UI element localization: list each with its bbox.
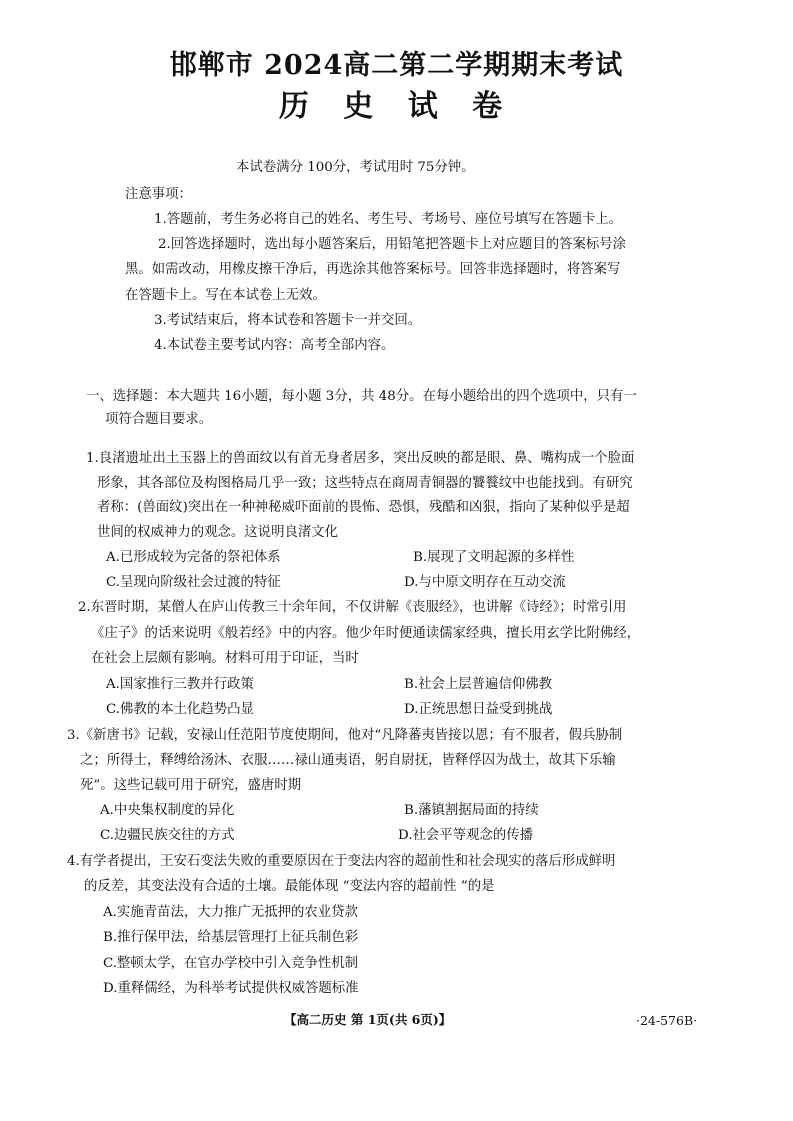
exam-subject: 历 史 试 卷 xyxy=(278,89,515,124)
section-heading: 项符合题目要求。 xyxy=(105,412,213,427)
question-3-option-b: B.藩镇割据局面的持续 xyxy=(404,803,539,818)
question-2-option-a: A.国家推行三教并行政策 xyxy=(106,677,254,692)
question-1-option-d: D.与中原文明存在互动交流 xyxy=(404,575,566,590)
question-3-option-a: A.中央集权制度的异化 xyxy=(100,803,235,818)
question-4-option-c: C.整顿太学，在官办学校中引入竞争性机制 xyxy=(103,956,359,971)
question-1-stem: 1.良渚遗址出土玉器上的兽面纹以有首无身者居多，突出反映的都是眼、鼻、嘴构成一个脸面 xyxy=(86,451,635,466)
page-footer: 【高二历史 第 1页(共 6页)】 xyxy=(284,1012,452,1027)
notice-line: 在答题卡上。写在本试卷上无效。 xyxy=(125,288,326,303)
question-2-stem: 《庄子》的话来说明《般若经》中的内容。他少年时便通读儒家经典，擅长用玄学比附佛经， xyxy=(91,626,641,641)
question-1-stem: 形象，其各部位及构图格局几乎一致；这些特点在商周青铜器的饕餮纹中也能找到。有研究 xyxy=(97,476,633,491)
question-3-option-c: C.边疆民族交往的方式 xyxy=(100,828,235,843)
notice-line: 黑。如需改动，用橡皮擦干净后，再选涂其他答案标号。回答非选择题时，将答案写 xyxy=(125,262,621,277)
question-4-stem: 的反差，其变法没有合适的土壤。最能体现 “变法内容的超前性 ”的是 xyxy=(84,879,495,894)
paper-code: ·24-576B· xyxy=(636,1013,698,1028)
question-4-option-b: B.推行保甲法，给基层管理打上征兵制色彩 xyxy=(103,930,359,945)
notice-line: 3.考试结束后，将本试卷和答题卡一并交回。 xyxy=(154,313,422,328)
question-3-stem: 之；所得士，释缚给汤沐、衣服……禄山通夷语，躬自尉抚，皆释俘囚为战士，故其下乐输 xyxy=(80,753,616,768)
question-3-stem: 死”。这些记载可用于研究，盛唐时期 xyxy=(80,778,302,793)
question-1-option-a: A.已形成较为完备的祭祀体系 xyxy=(106,550,281,565)
question-2-option-d: D.正统思想日益受到挑战 xyxy=(404,702,553,717)
question-1-option-c: C.呈现向阶级社会过渡的特征 xyxy=(106,575,281,590)
question-2-option-c: C.佛教的本土化趋势凸显 xyxy=(106,702,254,717)
question-4-option-a: A.实施青苗法，大力推广无抵押的农业贷款 xyxy=(103,905,358,920)
question-3-option-d: D.社会平等观念的传播 xyxy=(398,828,534,843)
notice-line: 1.答题前，考生务必将自己的姓名、考生号、考场号、座位号填写在答题卡上。 xyxy=(154,212,623,227)
question-1-stem: 世间的权威神力的观念。这说明良渚文化 xyxy=(97,525,339,540)
question-4-option-d: D.重释儒经，为科举考试提供权威答题标准 xyxy=(103,981,359,996)
question-2-stem: 2.东晋时期，某僧人在庐山传教三十余年间，不仅讲解《丧服经》，也讲解《诗经》；时常引用 xyxy=(78,600,627,615)
question-2-option-b: B.社会上层普遍信仰佛教 xyxy=(404,677,553,692)
question-1-option-b: B.展现了文明起源的多样性 xyxy=(413,550,575,565)
question-1-stem: 者称：(兽面纹)突出在一种神秘威吓面前的畏怖、恐惧，残酷和凶狠，指向了某种似乎是超 xyxy=(97,500,630,515)
question-2-stem: 在社会上层颇有影响。材料可用于印证，当时 xyxy=(91,651,359,666)
notice-title: 注意事项： xyxy=(125,187,192,202)
notice-line: 2.回答选择题时，选出每小题答案后，用铅笔把答题卡上对应题目的答案标号涂 xyxy=(158,237,627,252)
section-heading: 一、选择题：本大题共 16小题，每小题 3分，共 48分。在每小题给出的四个选项中，只有一 xyxy=(86,389,637,404)
notice-line: 4.本试卷主要考试内容：高考全部内容。 xyxy=(154,338,395,353)
score-time-note: 本试卷满分 100分，考试用时 75分钟。 xyxy=(236,160,475,175)
question-4-stem: 4.有学者提出，王安石变法失败的重要原因在于变法内容的超前性和社会现实的落后形成鲜明 xyxy=(67,854,616,869)
question-3-stem: 3.《新唐书》记载，安禄山任范阳节度使期间，他对“凡降蕃夷皆接以恩；有不服者，假兵胁制 xyxy=(67,728,623,743)
exam-title: 邯郸市 2024高二第二学期期末考试 xyxy=(169,50,624,81)
